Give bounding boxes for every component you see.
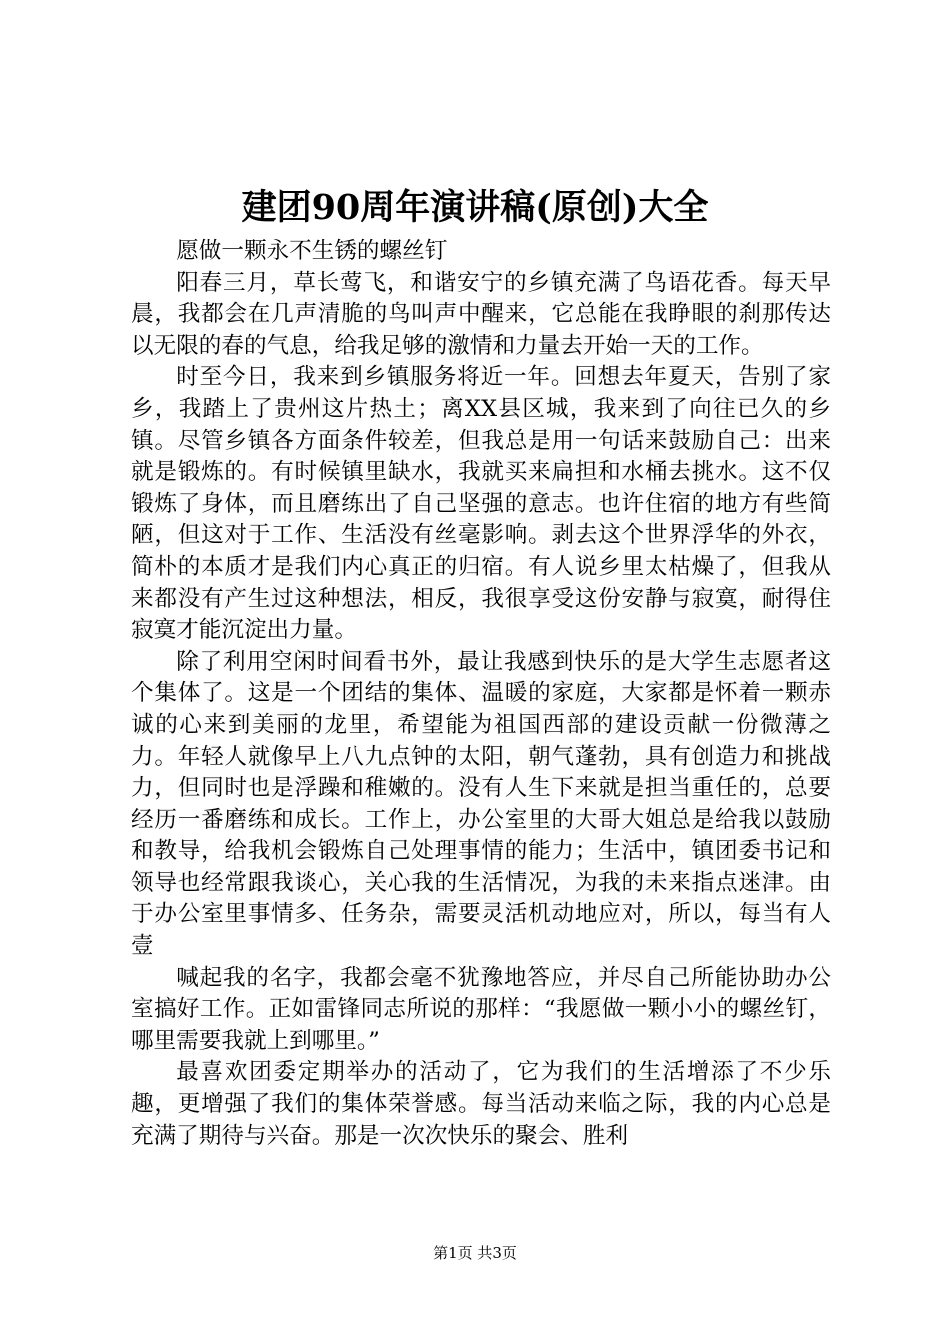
paragraph-subtitle: 愿做一颗永不生锈的螺丝钉 xyxy=(176,238,448,264)
paragraph: 阳春三月，草长莺飞，和谐安宁的乡镇充满了鸟语花香。每天早晨，我都会在几声清脆的鸟叫声中醒来，它总能在我睁眼的刹那传达以无限的春的气息，给我足够的激情和力量去开始一天的工作。 xyxy=(131,269,831,359)
page-number-footer: 第1页 共3页 xyxy=(433,1244,517,1262)
paragraph: 最喜欢团委定期举办的活动了，它为我们的生活增添了不少乐趣，更增强了我们的集体荣誉感。每当活动来临之际，我的内心总是充满了期待与兴奋。那是一次次快乐的聚会、胜利 xyxy=(131,1059,831,1149)
paragraph: 喊起我的名字，我都会毫不犹豫地答应，并尽自己所能协助办公室搞好工作。正如雷锋同志所说的那样：“我愿做一颗小小的螺丝钉，哪里需要我就上到哪里。” xyxy=(131,964,831,1054)
document-body xyxy=(131,236,831,1152)
paragraph: 除了利用空闲时间看书外，最让我感到快乐的是大学生志愿者这个集体了。这是一个团结的集体、温暖的家庭，大家都是怀着一颗赤诚的心来到美丽的龙里，希望能为祖国西部的建设贡献一份微薄之力。年轻人就像早上八九点钟的太阳，朝气蓬勃，具有创造力和挑战力，但同时也是浮躁和稚嫩的。没有人生下来就是担当重任的，总要经历一番磨练和成长。工作上，办公室里的大哥大姐总是给我以鼓励和教导，给我机会锻炼自己处理事情的能力；生活中，镇团委书记和领导也经常跟我谈心，关心我的生活情况，为我的未来指点迷津。由于办公室里事情多、任务杂，需要灵活机动地应对，所以，每当有人壹 xyxy=(131,648,831,960)
paragraph: 时至今日，我来到乡镇服务将近一年。回想去年夏天，告别了家乡，我踏上了贵州这片热土；离XX县区城，我来到了向往已久的乡镇。尽管乡镇各方面条件较差，但我总是用一句话来鼓励自己：出来就是锻炼的。有时候镇里缺水，我就买来扁担和水桶去挑水。这不仅锻炼了身体，而且磨练出了自己坚强的意志。也许住宿的地方有些简陋，但这对于工作、生活没有丝毫影响。剥去这个世界浮华的外衣，简朴的本质才是我们内心真正的归宿。有人说乡里太枯燥了，但我从来都没有产生过这种想法，相反，我很享受这份安静与寂寞，耐得住寂寞才能沉淀出力量。 xyxy=(131,364,831,644)
document-title: 建团90周年演讲稿(原创)大全 xyxy=(241,187,709,228)
